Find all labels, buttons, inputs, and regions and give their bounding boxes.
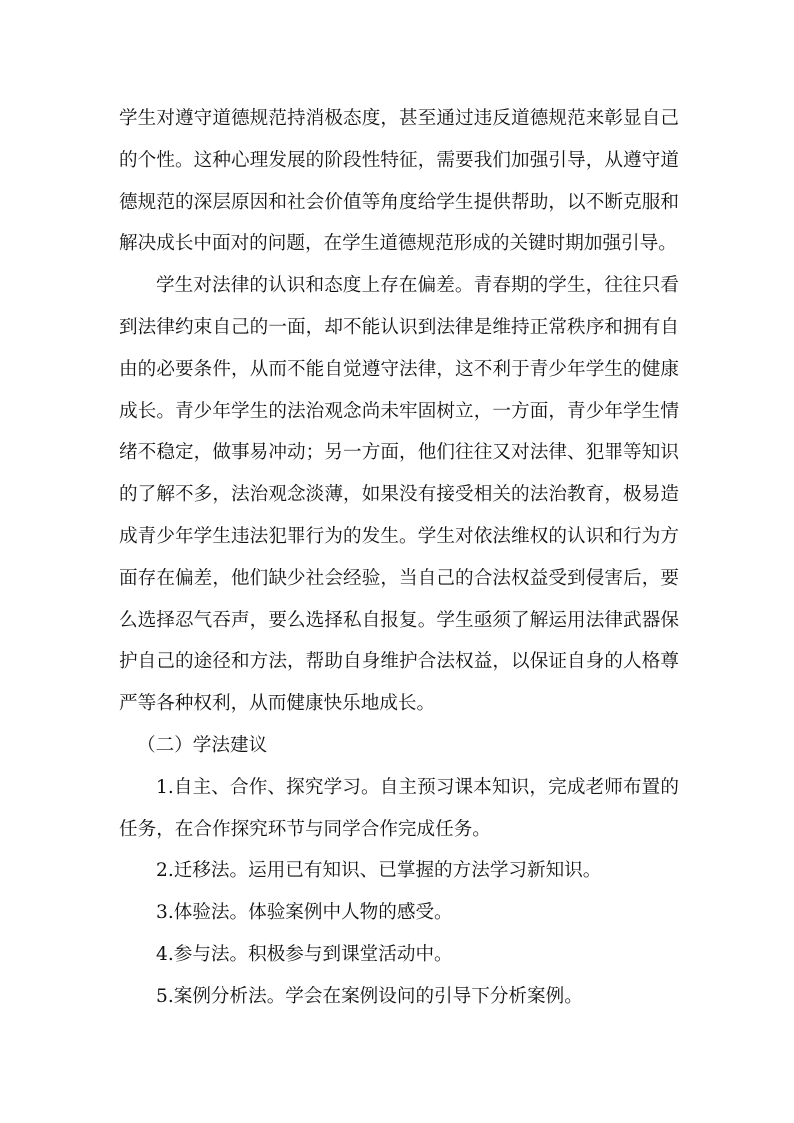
suggestion-item-4: 4.参与法。积极参与到课堂活动中。 [156, 943, 453, 965]
paragraph-law-attitude: 学生对法律的认识和态度上存在偏差。青春期的学生，往往只看到法律约束自己的一面，却不能认识到法律是维持正常秩序和拥有自由的必要条件，从而不能自觉遵守法律，这不利于青少年学生的健康成长。青少年学生的法治观念尚未牢固树立，一方面，青少年学生情绪不稳定，做事易冲动；另一方面，他们往往又对法律、犯罪等知识的了解不多，法治观念淡薄，如果没有接受相关的法治教育，极易造成青少年学生违法犯罪行为的发生。学生对依法维权的认识和行为方面存在偏差，他们缺少社会经验，当自己的合法权益受到侵害后，要么选择忍气吞声，要么选择私自报复。学生亟须了解运用法律武器保护自己的途径和方法，帮助自身维护合法权益，以保证自身的人格尊严等各种权利，从而健康快乐地成长。 [119, 275, 679, 715]
document-body [119, 98, 679, 1018]
suggestion-item-5: 5.案例分析法。学会在案例设问的引导下分析案例。 [156, 985, 583, 1007]
section-heading-study-suggestions: （二）学法建议 [137, 734, 268, 756]
suggestion-item-3: 3.体验法。体验案例中人物的感受。 [156, 902, 453, 924]
suggestion-item-1: 1.自主、合作、探究学习。自主预习课本知识，完成老师布置的任务，在合作探究环节与同学合作完成任务。 [119, 776, 679, 840]
paragraph-moral-norms: 学生对遵守道德规范持消极态度，甚至通过违反道德规范来彰显自己的个性。这种心理发展的阶段性特征，需要我们加强引导，从遵守道德规范的深层原因和社会价值等角度给学生提供帮助，以不断克服和解决成长中面对的问题，在学生道德规范形成的关键时期加强引导。 [119, 108, 679, 255]
suggestion-item-2: 2.迁移法。运用已有知识、已掌握的方法学习新知识。 [156, 860, 602, 882]
